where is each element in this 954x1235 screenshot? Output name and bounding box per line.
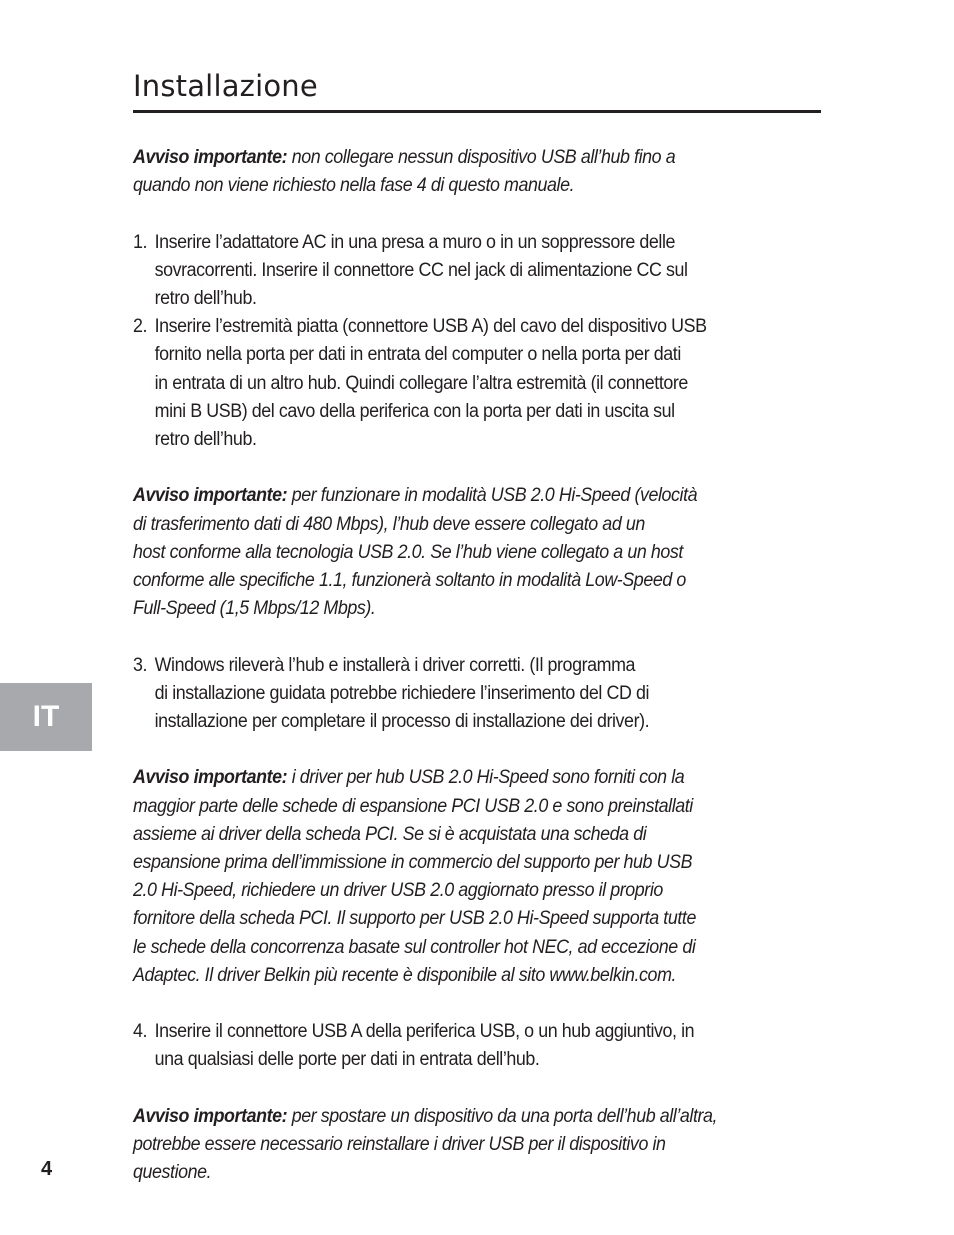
paragraph-spacer (133, 736, 791, 764)
step-text (155, 652, 791, 737)
paragraph-spacer (133, 1075, 791, 1103)
step-line: fornito nella porta per dati in entrata del computer o nella porta per dati (154, 344, 681, 366)
notice-text: per spostare un dispositivo da una porta dell’hub all’altra, (287, 1105, 718, 1127)
notice-text: fornitore della scheda PCI. Il supporto per USB 2.0 Hi-Speed supporta tutte (133, 908, 696, 930)
notice-text: espansione prima dell’immissione in commercio del supporto per hub USB (133, 852, 693, 874)
step-line: in entrata di un altro hub. Quindi collegare l’altra estremità (il connettore (154, 372, 688, 394)
step-text (155, 1018, 791, 1074)
notice-text: le schede della concorrenza basate sul controller hot NEC, ad eccezione di (133, 936, 696, 958)
notice-text: di trasferimento dati di 480 Mbps), l’hub deve essere collegato ad un (133, 513, 645, 535)
paragraph-spacer (133, 623, 791, 651)
page-body (133, 144, 791, 1187)
notice-text: host conforme alla tecnologia USB 2.0. Se l’hub viene collegato a un host (133, 541, 683, 563)
steps-list-a (133, 229, 791, 455)
step-item-3 (133, 652, 791, 737)
notice-text: Adaptec. Il driver Belkin più recente è disponibile al sito www.belkin.com. (133, 964, 677, 986)
step-line: retro dell’hub. (154, 288, 257, 309)
notice-text: i driver per hub USB 2.0 Hi-Speed sono forniti con la (287, 767, 685, 789)
notice-text: potrebbe essere necessario reinstallare i driver USB per il dispositivo in (133, 1134, 666, 1156)
step-line: di installazione guidata potrebbe richiedere l’inserimento del CD di (154, 682, 650, 704)
step-line: Inserire il connettore USB A della periferica USB, o un hub aggiuntivo, in (154, 1021, 695, 1043)
step-item-1 (133, 229, 791, 314)
step-text (155, 313, 791, 454)
paragraph-spacer (133, 990, 791, 1018)
step-line: mini B USB) del cavo della periferica con la porta per dati in uscita sul (154, 400, 675, 422)
paragraph-spacer (133, 454, 791, 482)
steps-list-b (133, 652, 791, 737)
notice-text: maggior parte delle schede di espansione PCI USB 2.0 e sono preinstallati (133, 795, 693, 817)
step-item-2 (133, 313, 791, 454)
step-number: 4. (133, 1021, 148, 1043)
step-line: una qualsiasi delle porte per dati in entrata dell’hub. (154, 1049, 540, 1071)
important-notice-2 (133, 482, 791, 623)
notice-text: quando non viene richiesto nella fase 4 di questo manuale. (133, 175, 575, 197)
language-tab: IT (0, 683, 92, 751)
page-title: Installazione (133, 69, 318, 103)
step-line: Windows rileverà l’hub e installerà i driver corretti. (Il programma (154, 654, 636, 676)
title-divider (133, 110, 821, 113)
step-line: Inserire l’estremità piatta (connettore USB A) del cavo del dispositivo USB (154, 316, 707, 338)
steps-list-c (133, 1018, 791, 1074)
step-line: installazione per completare il processo di installazione dei driver). (154, 711, 650, 733)
notice-text: 2.0 Hi-Speed, richiedere un driver USB 2.0 aggiornato presso il proprio (133, 880, 663, 902)
step-text (155, 229, 791, 314)
page-number: 4 (41, 1158, 53, 1180)
step-number: 2. (133, 316, 148, 338)
notice-label: Avviso importante: (133, 767, 288, 789)
notice-text: assieme ai driver della scheda PCI. Se si è acquistata una scheda di (133, 823, 647, 845)
step-line: retro dell’hub. (154, 429, 257, 451)
important-notice-4 (133, 1103, 791, 1188)
notice-text: Full-Speed (1,5 Mbps/12 Mbps). (133, 598, 376, 620)
notice-label: Avviso importante: (133, 1105, 288, 1127)
step-number: 3. (133, 654, 148, 676)
notice-text: conforme alle specifiche 1.1, funzionerà soltanto in modalità Low-Speed o (133, 570, 686, 592)
step-item-4 (133, 1018, 791, 1074)
notice-text: per funzionare in modalità USB 2.0 Hi-Speed (velocità (287, 485, 698, 507)
step-line: Inserire l’adattatore AC in una presa a muro o in un soppressore delle (154, 231, 676, 253)
notice-text: non collegare nessun dispositivo USB all’hub fino a (287, 147, 676, 168)
notice-label: Avviso importante: (133, 485, 288, 507)
important-notice-3 (133, 764, 791, 990)
notice-label: Avviso importante: (133, 147, 288, 168)
paragraph-spacer (133, 200, 791, 228)
step-number: 1. (133, 231, 148, 253)
step-line: sovracorrenti. Inserire il connettore CC nel jack di alimentazione CC sul (154, 259, 688, 281)
notice-text: questione. (133, 1162, 212, 1184)
important-notice-1 (133, 144, 791, 200)
